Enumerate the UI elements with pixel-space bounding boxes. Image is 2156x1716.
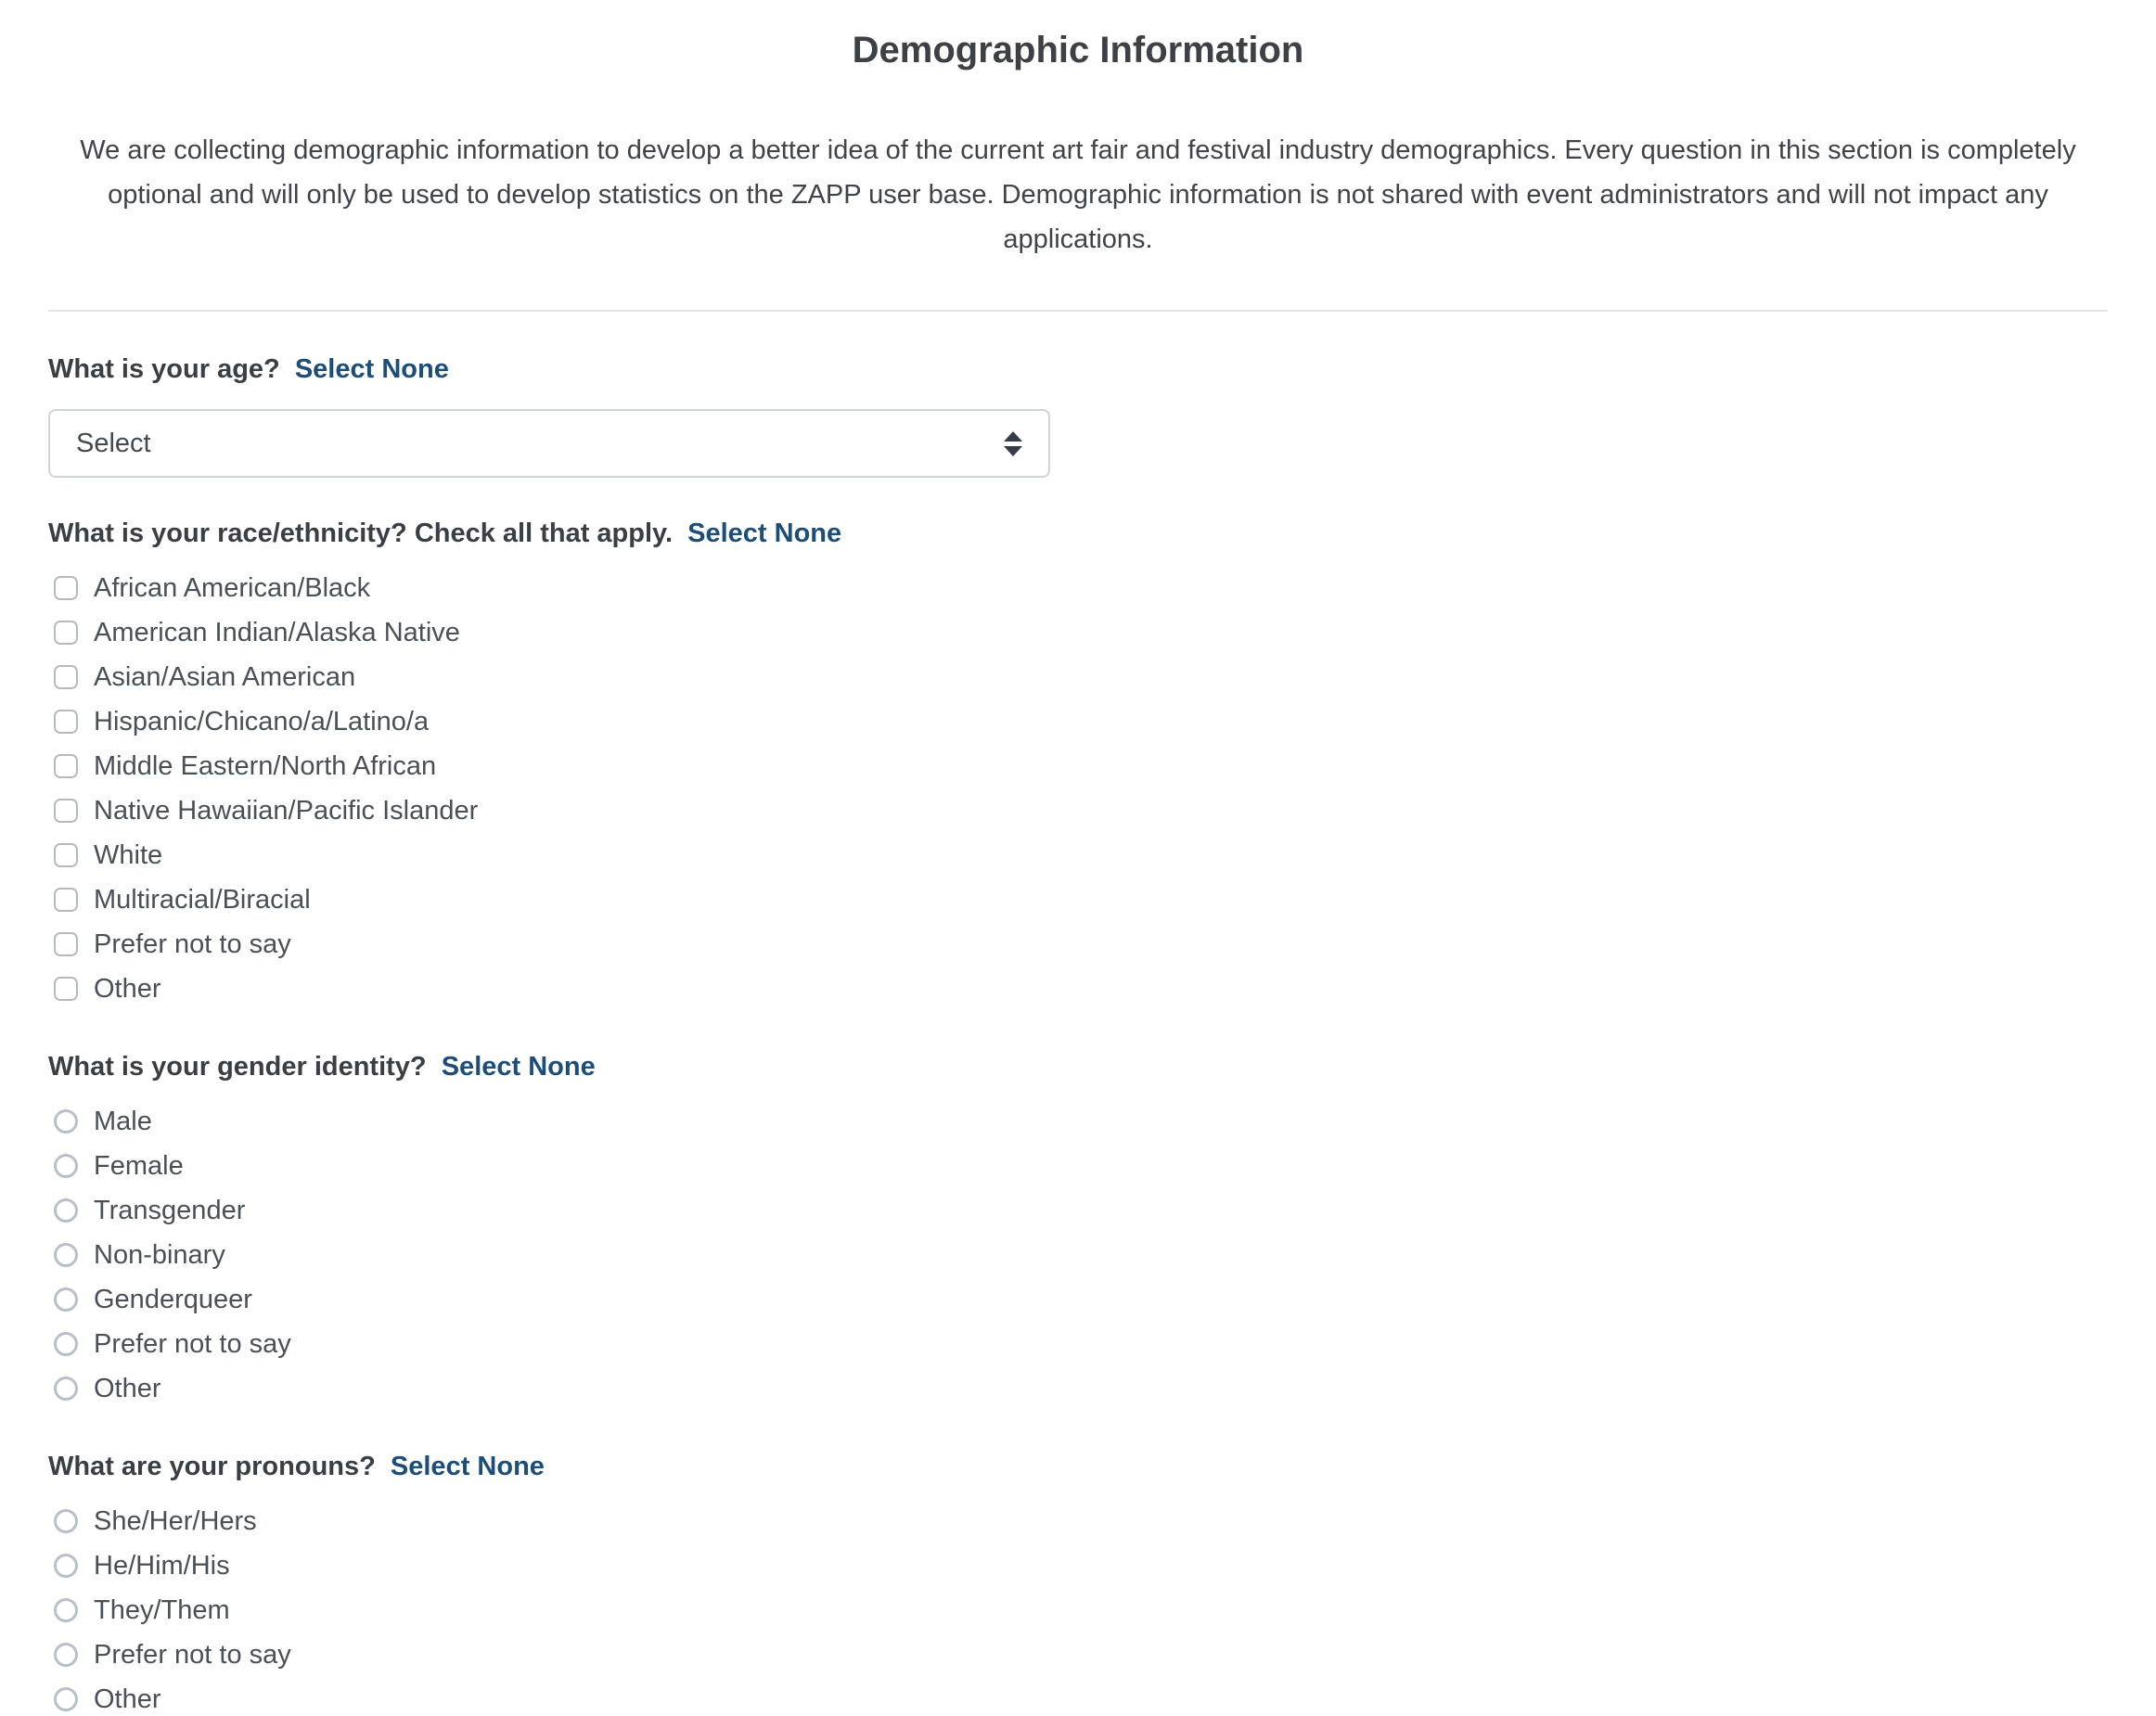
option-label: Other — [94, 1684, 161, 1714]
option-label: Transgender — [94, 1195, 246, 1225]
option-label: White — [94, 839, 163, 870]
option-label: Asian/Asian American — [94, 661, 356, 692]
checkbox-option[interactable] — [48, 744, 2108, 788]
option-label: Female — [94, 1150, 184, 1181]
checkbox-icon[interactable] — [54, 710, 78, 734]
gender-select-none-link[interactable]: Select None — [441, 1052, 596, 1082]
dropdown-caret-icon — [1004, 431, 1022, 456]
option-label: Non-binary — [94, 1239, 225, 1270]
question-pronouns — [48, 1452, 2108, 1716]
age-dropdown-value: Select — [76, 428, 151, 458]
checkbox-option[interactable] — [48, 967, 2108, 1011]
option-label: Prefer not to say — [94, 928, 291, 959]
gender-question-label: What is your gender identity? — [48, 1052, 427, 1082]
pronouns-question-heading — [48, 1452, 2108, 1482]
radio-icon[interactable] — [54, 1554, 78, 1578]
option-label: Male — [94, 1106, 152, 1136]
checkbox-option[interactable] — [48, 833, 2108, 877]
option-label: American Indian/Alaska Native — [94, 617, 460, 647]
checkbox-icon[interactable] — [54, 754, 78, 778]
radio-icon[interactable] — [54, 1287, 78, 1312]
option-label: She/Her/Hers — [94, 1505, 257, 1536]
checkbox-option[interactable] — [48, 610, 2108, 655]
gender-question-heading — [48, 1052, 2108, 1082]
checkbox-icon[interactable] — [54, 621, 78, 645]
option-label: They/Them — [94, 1594, 230, 1625]
option-label: He/Him/His — [94, 1550, 230, 1581]
radio-option[interactable] — [48, 1144, 2108, 1188]
radio-icon[interactable] — [54, 1109, 78, 1133]
checkbox-option[interactable] — [48, 566, 2108, 610]
radio-icon[interactable] — [54, 1509, 78, 1533]
radio-option[interactable] — [48, 1588, 2108, 1633]
pronouns-question-label: What are your pronouns? — [48, 1452, 376, 1481]
radio-icon[interactable] — [54, 1643, 78, 1667]
intro-text: We are collecting demographic information to develop a better idea of the current art fair and festival industry demographics. Every question in this section is completely optional and will only be used to develop statistics on the ZAPP user base. Demographic information is not shared with event administrators and will not impact any applications. — [80, 135, 2076, 254]
option-label: Multiracial/Biracial — [94, 884, 311, 915]
radio-icon[interactable] — [54, 1154, 78, 1178]
option-label: Other — [94, 1373, 161, 1403]
radio-icon[interactable] — [54, 1377, 78, 1401]
radio-option[interactable] — [48, 1322, 2108, 1366]
age-select-none-link[interactable]: Select None — [294, 354, 449, 384]
option-label: Middle Eastern/North African — [94, 750, 437, 781]
option-label: Prefer not to say — [94, 1639, 291, 1670]
radio-option[interactable] — [48, 1366, 2108, 1411]
radio-option[interactable] — [48, 1499, 2108, 1543]
checkbox-icon[interactable] — [54, 977, 78, 1001]
section-divider — [48, 310, 2108, 312]
checkbox-icon[interactable] — [54, 576, 78, 600]
option-label: Prefer not to say — [94, 1328, 291, 1359]
radio-option[interactable] — [48, 1188, 2108, 1233]
radio-icon[interactable] — [54, 1198, 78, 1223]
radio-icon[interactable] — [54, 1687, 78, 1711]
age-question-label: What is your age? — [48, 354, 280, 384]
radio-option[interactable] — [48, 1277, 2108, 1322]
pronouns-select-none-link[interactable]: Select None — [390, 1452, 545, 1481]
radio-option[interactable] — [48, 1543, 2108, 1588]
option-label: African American/Black — [94, 572, 371, 603]
checkbox-icon[interactable] — [54, 888, 78, 912]
option-label: Native Hawaiian/Pacific Islander — [94, 795, 479, 826]
radio-icon[interactable] — [54, 1243, 78, 1267]
option-label: Genderqueer — [94, 1284, 252, 1314]
race-select-none-link[interactable]: Select None — [687, 519, 842, 548]
pronouns-options-list — [48, 1499, 2108, 1716]
checkbox-icon[interactable] — [54, 799, 78, 823]
checkbox-option[interactable] — [48, 655, 2108, 699]
gender-options-list — [48, 1099, 2108, 1411]
radio-icon[interactable] — [54, 1598, 78, 1622]
radio-option[interactable] — [48, 1633, 2108, 1677]
page-title: Demographic Information — [852, 30, 1304, 70]
question-age — [48, 354, 2108, 478]
age-dropdown[interactable] — [48, 409, 1050, 478]
radio-icon[interactable] — [54, 1332, 78, 1356]
checkbox-option[interactable] — [48, 877, 2108, 922]
question-race — [48, 519, 2108, 1011]
question-gender — [48, 1052, 2108, 1411]
race-question-heading — [48, 519, 2108, 549]
checkbox-icon[interactable] — [54, 932, 78, 956]
race-options-list — [48, 566, 2108, 1011]
radio-option[interactable] — [48, 1233, 2108, 1277]
radio-option[interactable] — [48, 1099, 2108, 1144]
race-question-label: What is your race/ethnicity? Check all that apply. — [48, 519, 674, 548]
checkbox-icon[interactable] — [54, 843, 78, 867]
option-label: Other — [94, 973, 161, 1004]
checkbox-option[interactable] — [48, 922, 2108, 967]
option-label: Hispanic/Chicano/a/Latino/a — [94, 706, 430, 736]
checkbox-option[interactable] — [48, 788, 2108, 833]
checkbox-icon[interactable] — [54, 665, 78, 689]
radio-option[interactable] — [48, 1677, 2108, 1716]
checkbox-option[interactable] — [48, 699, 2108, 744]
age-question-heading — [48, 354, 2108, 385]
